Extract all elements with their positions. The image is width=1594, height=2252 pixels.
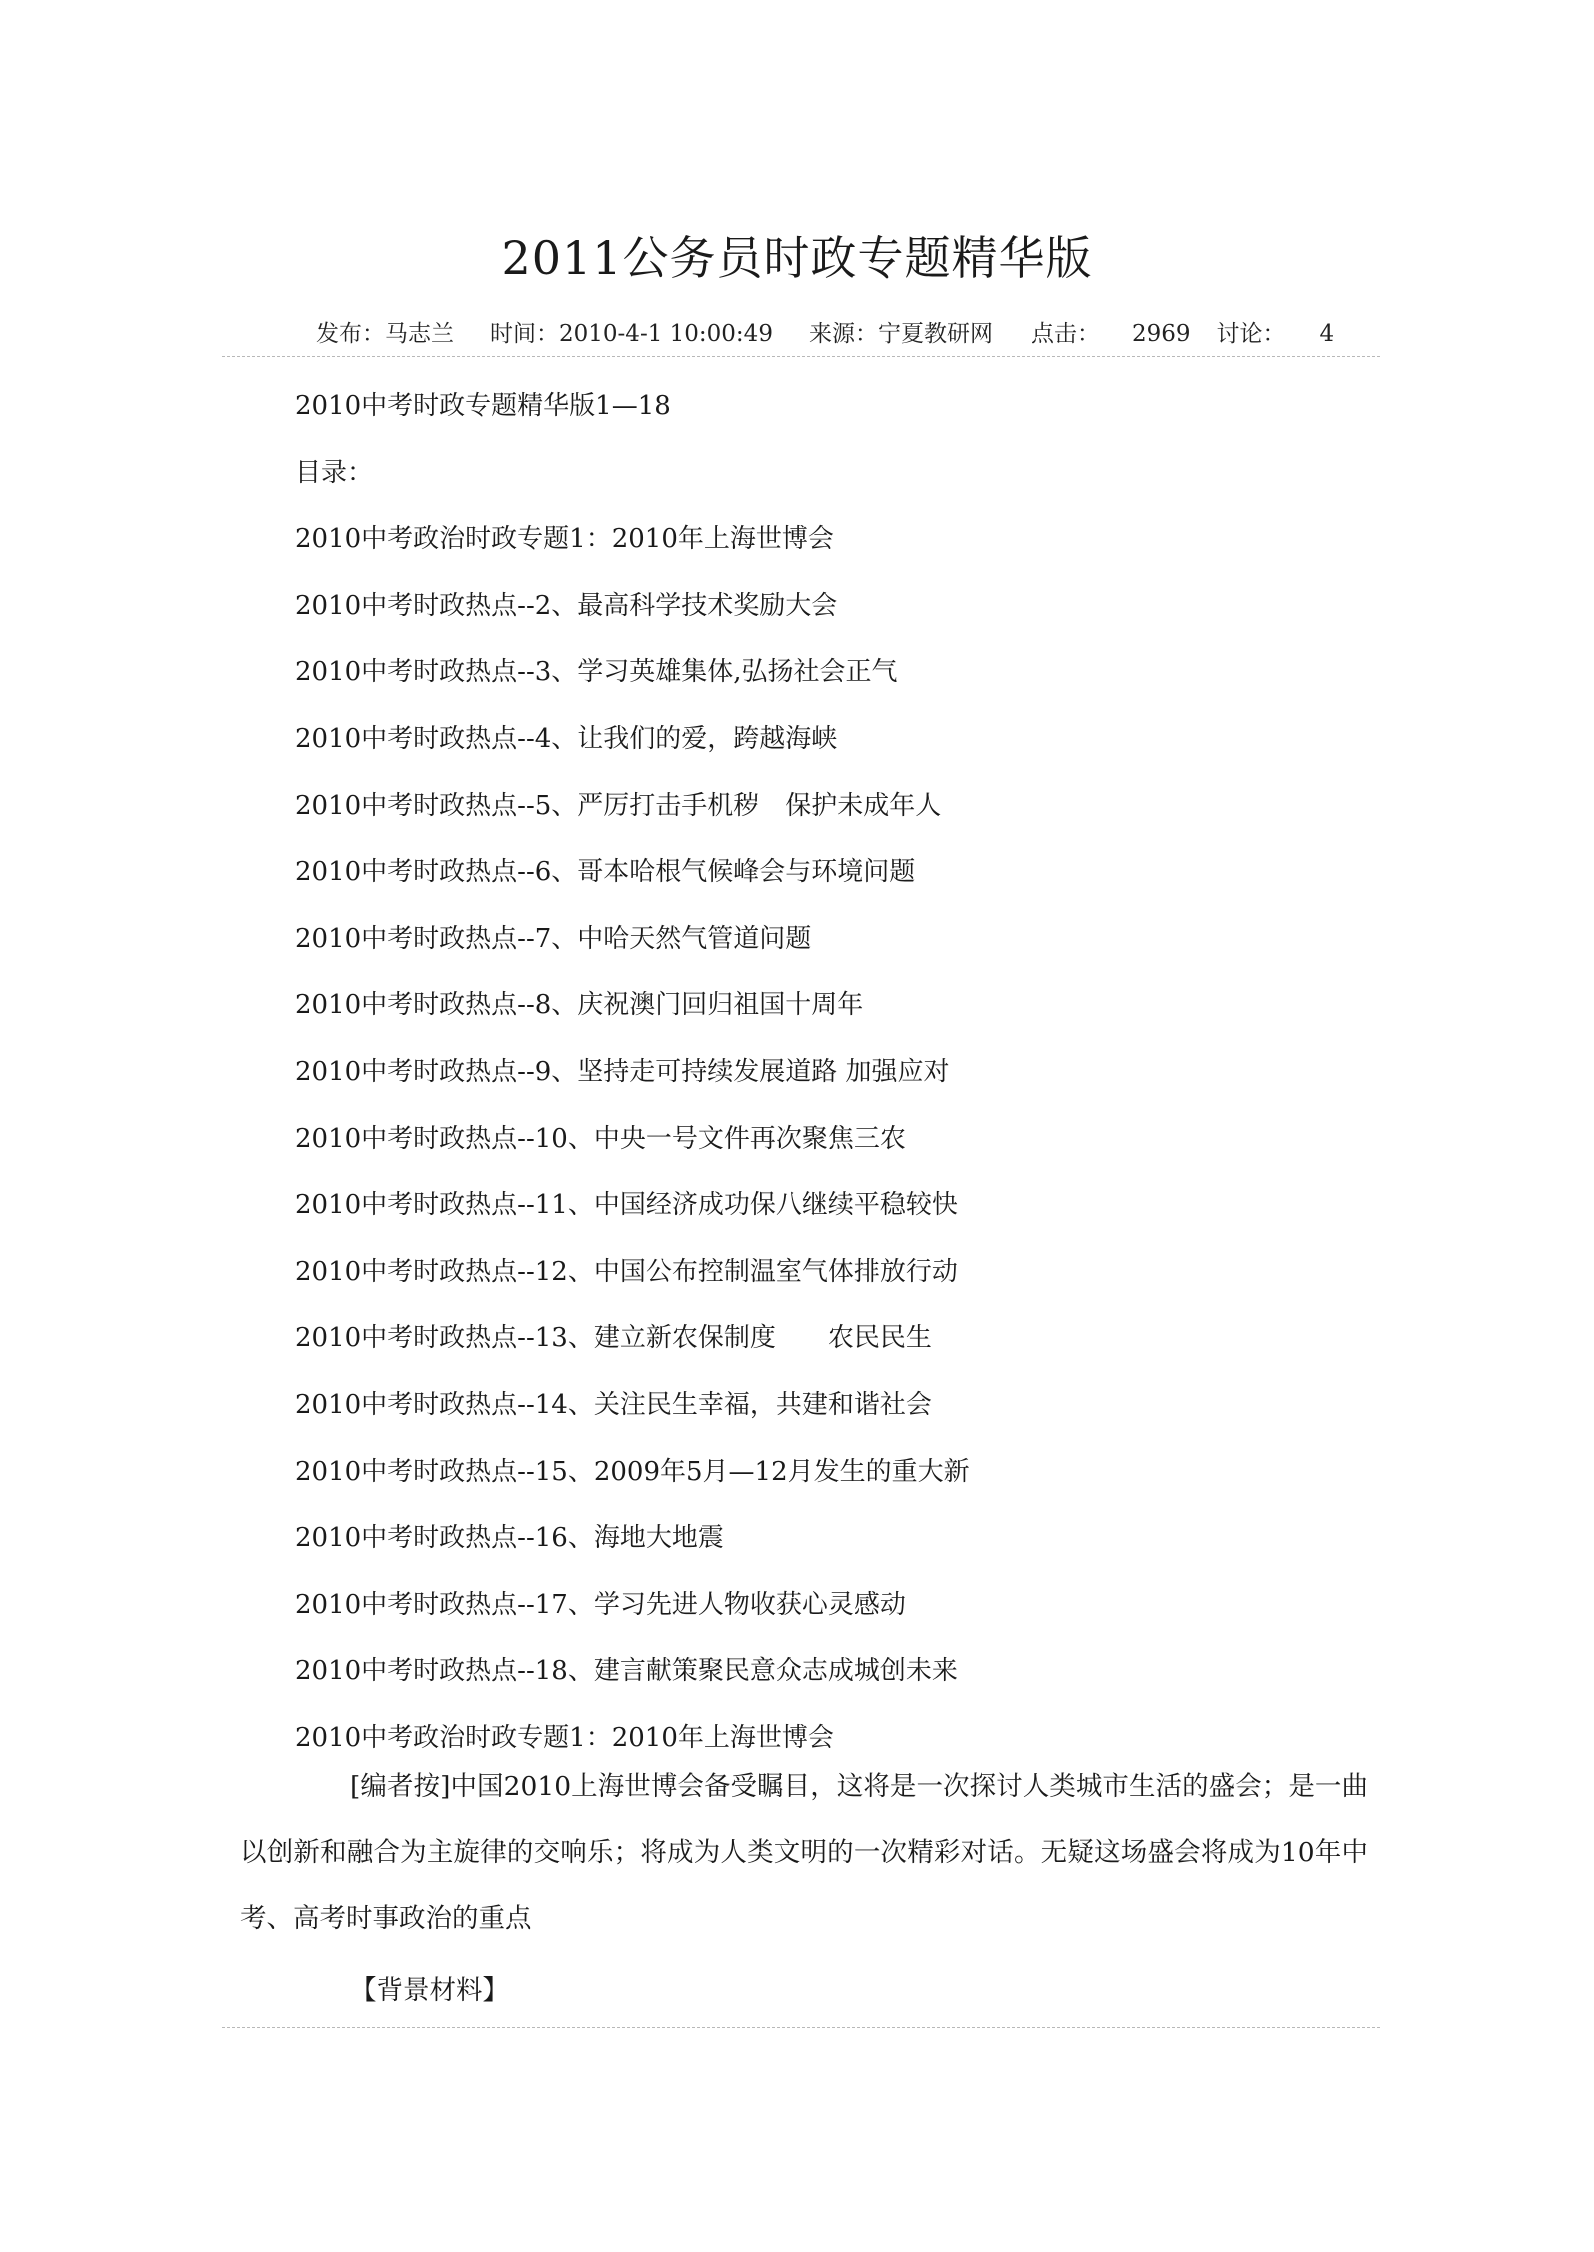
meta-clicks-value: 2969 <box>1131 321 1191 347</box>
body-line-heading: 2010中考时政专题精华版1—18 <box>295 391 671 421</box>
meta-divider <box>222 356 1380 357</box>
background-heading: 【背景材料】 <box>350 1975 509 2006</box>
meta-source: 来源：宁夏教研网 <box>808 321 993 347</box>
toc-item: 2010中考时政热点--4、让我们的爱，跨越海峡 <box>295 723 838 754</box>
toc-item: 2010中考时政热点--18、建言献策聚民意众志成城创未来 <box>295 1656 958 1687</box>
meta-comments-label: 讨论： <box>1216 321 1286 347</box>
meta-clicks-label: 点击： <box>1030 321 1100 347</box>
toc-item: 2010中考时政热点--5、严厉打击手机秽 保护未成年人 <box>295 790 942 821</box>
meta-time: 时间：2010-4-1 10:00:49 <box>490 321 773 347</box>
toc-item: 2010中考时政热点--2、最高科学技术奖励大会 <box>295 590 838 621</box>
toc-item: 2010中考时政热点--7、中哈天然气管道问题 <box>295 923 812 954</box>
section-heading: 2010中考政治时政专题1：2010年上海世博会 <box>295 1722 834 1753</box>
toc-item: 2010中考时政热点--3、学习英雄集体,弘扬社会正气 <box>295 657 898 688</box>
toc-item: 2010中考时政热点--12、中国公布控制温室气体排放行动 <box>295 1256 958 1287</box>
toc-item: 2010中考政治时政专题1：2010年上海世博会 <box>295 524 834 555</box>
toc-item: 2010中考时政热点--17、学习先进人物收获心灵感动 <box>295 1589 906 1620</box>
toc-item: 2010中考时政热点--6、哥本哈根气候峰会与环境问题 <box>295 857 916 888</box>
toc-item: 2010中考时政热点--11、中国经济成功保八继续平稳较快 <box>295 1190 958 1221</box>
toc-item: 2010中考时政热点--10、中央一号文件再次聚焦三农 <box>295 1123 906 1154</box>
toc-label: 目录： <box>295 457 374 488</box>
toc-item: 2010中考时政热点--13、建立新农保制度 农民民生 <box>295 1323 932 1354</box>
meta-comments-value: 4 <box>1319 321 1335 347</box>
toc-item: 2010中考时政热点--15、2009年5月—12月发生的重大新 <box>295 1456 970 1487</box>
bottom-divider <box>222 2027 1380 2028</box>
article-body-lines <box>295 373 970 1771</box>
meta-publisher: 发布：马志兰 <box>316 321 454 347</box>
page-title: 2011公务员时政专题精华版 <box>501 231 1093 285</box>
editor-note-paragraph: [编者按]中国2010上海世博会备受瞩目，这将是一次探讨人类城市生活的盛会；是一曲以创新和融合为主旋律的交响乐；将成为人类文明的一次精彩对话。无疑这场盛会将成为10年中考、高考时事政治的重点 <box>240 1771 1368 1934</box>
toc-item: 2010中考时政热点--16、海地大地震 <box>295 1523 724 1554</box>
toc-item: 2010中考时政热点--9、坚持走可持续发展道路 加强应对 <box>295 1056 950 1087</box>
toc-item: 2010中考时政热点--8、庆祝澳门回归祖国十周年 <box>295 990 864 1021</box>
toc-item: 2010中考时政热点--14、关注民生幸福，共建和谐社会 <box>295 1389 932 1420</box>
article-meta <box>316 318 1335 350</box>
